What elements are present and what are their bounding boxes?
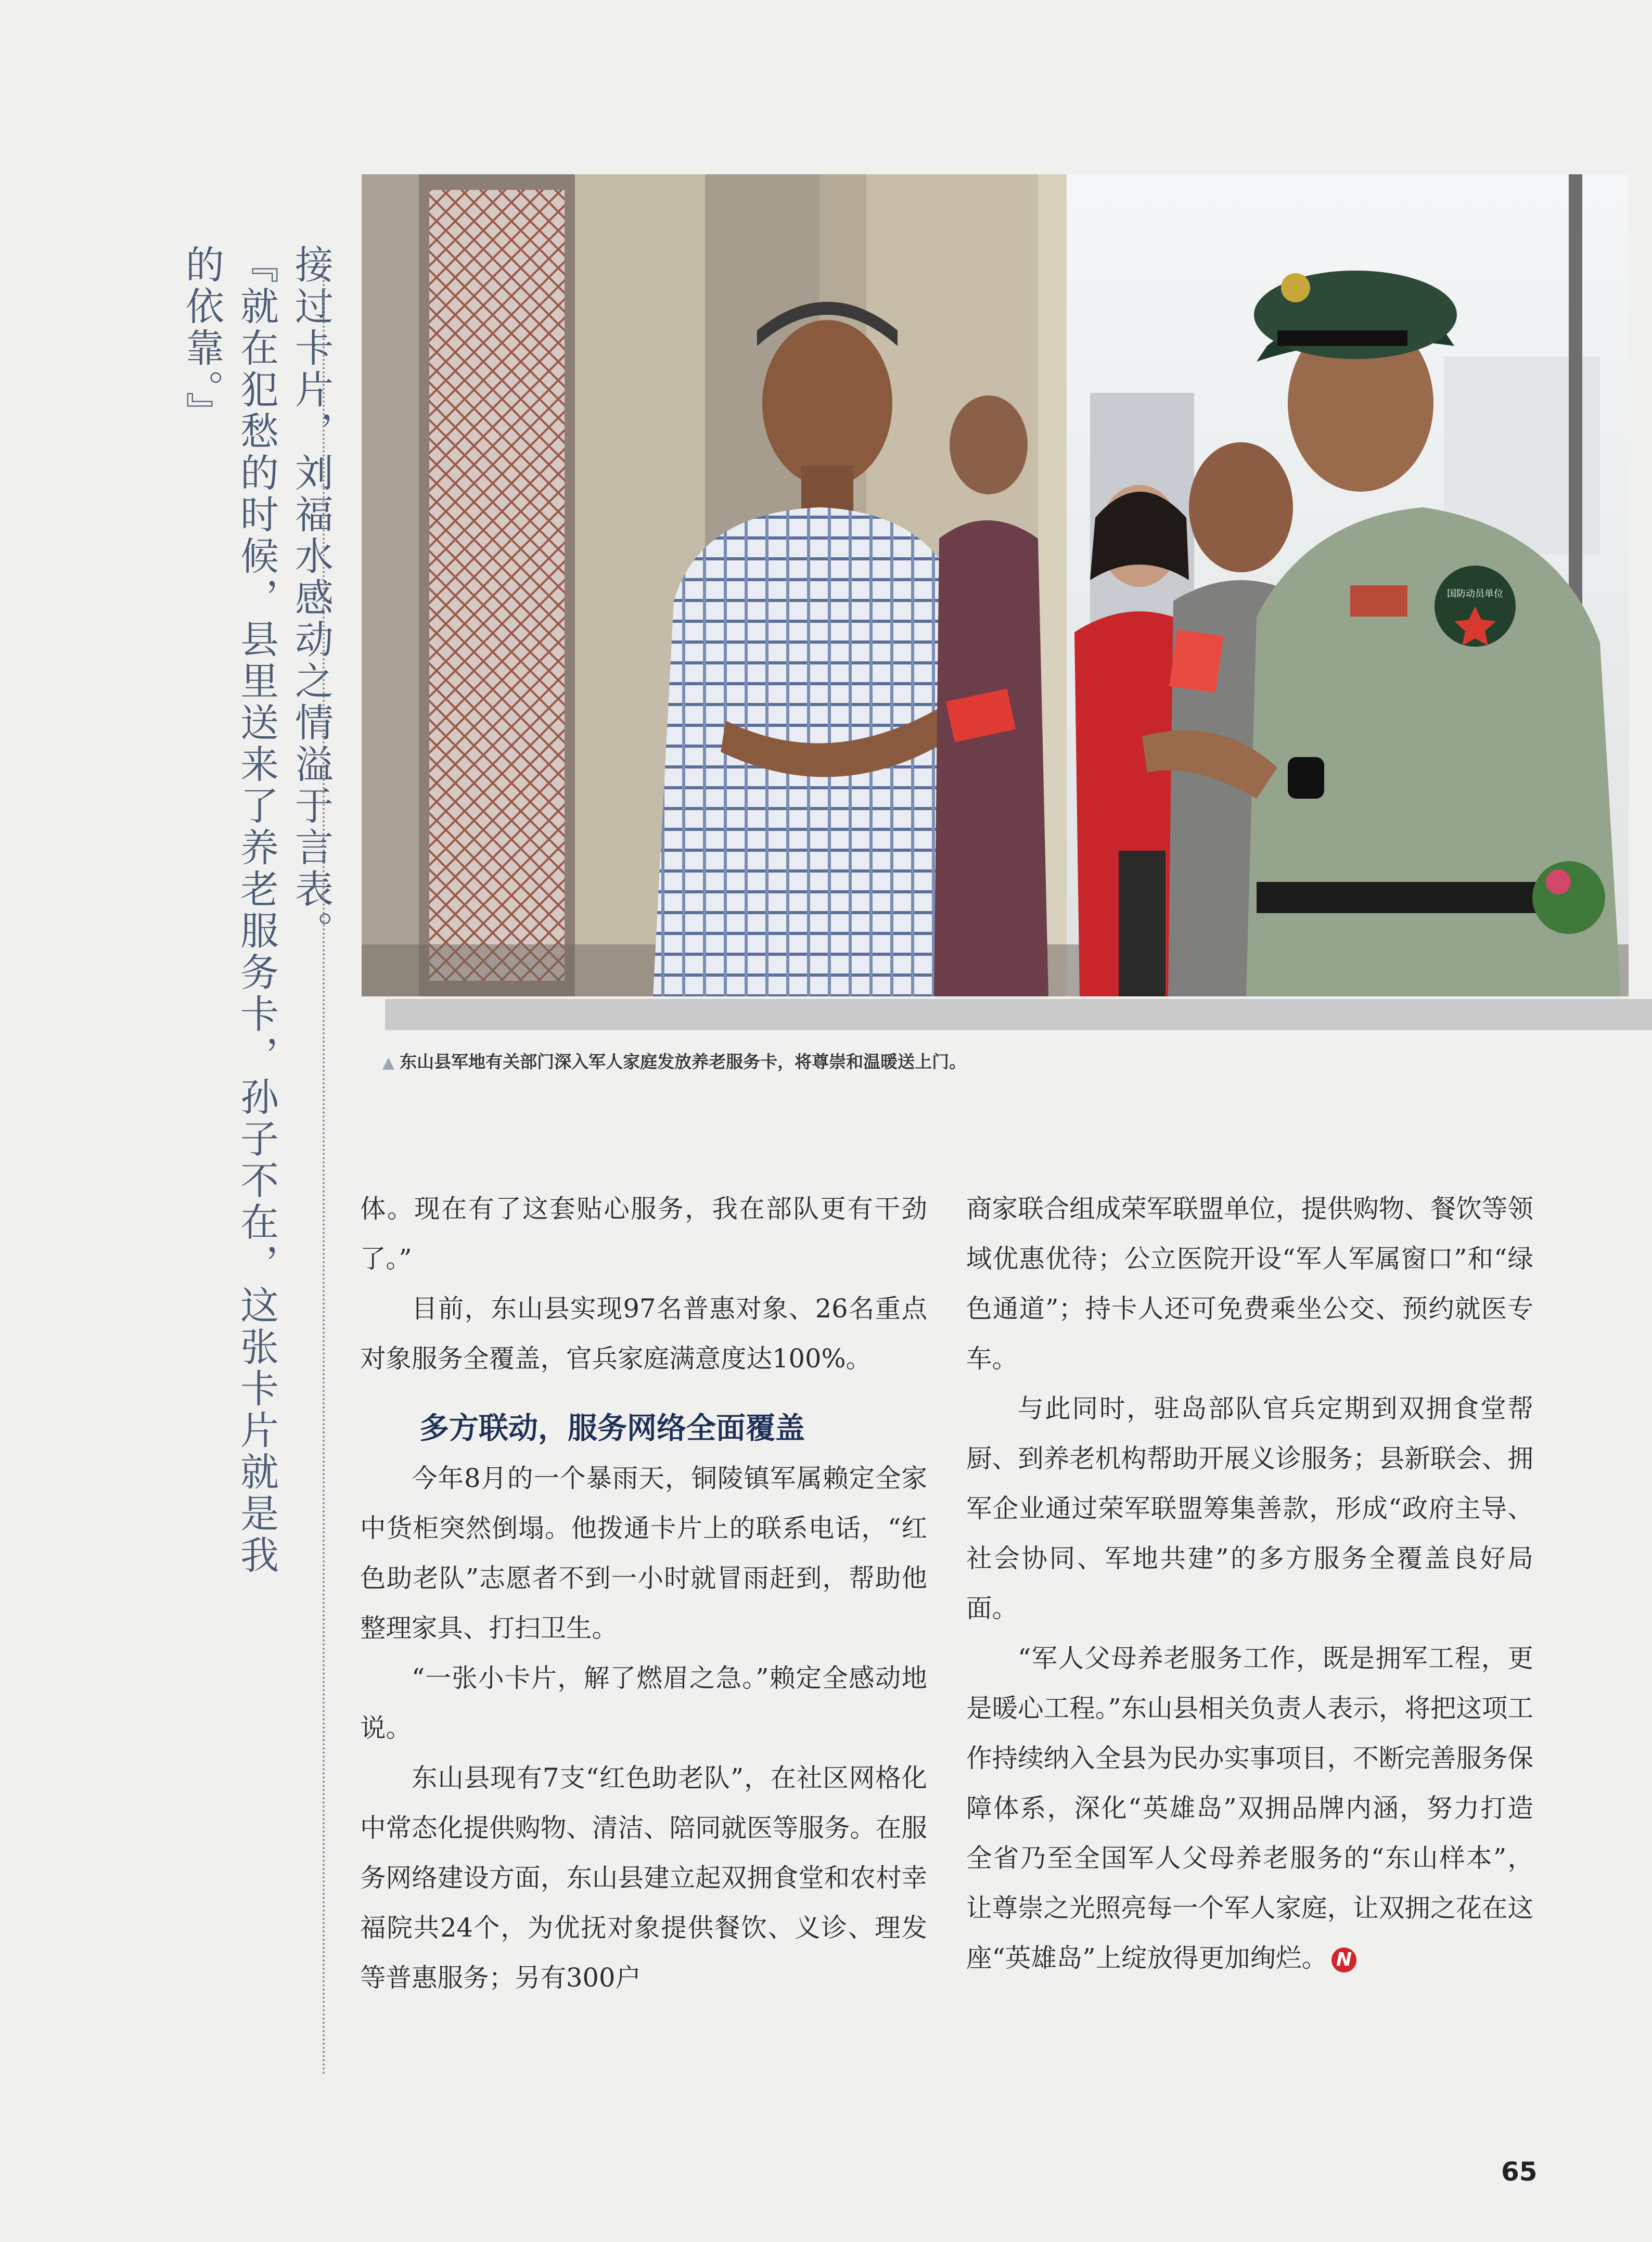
section-heading: 多方联动，服务网络全面覆盖 (419, 1411, 805, 1445)
soldier-badge-text: 国防动员单位 (1447, 588, 1503, 599)
photo-caption (382, 1048, 966, 1073)
pull-quote-line-1: 接过卡片，刘福水感动之情溢于言表。 (289, 245, 334, 952)
pull-quote-line-2: 『就在犯愁的时候，县里送来了养老服务卡，孙子不在，这张卡片就是我的依靠。』 (180, 245, 279, 1577)
paragraph: 今年8月的一个暴雨天，铜陵镇军属赖定全家中货柜突然倒塌。他拨通卡片上的联系电话，“红色助老队”志愿者不到一小时就冒雨赶到，帮助他整理家具、打扫卫生。 (360, 1463, 927, 1643)
article-column-right (966, 1184, 1533, 1983)
paragraph: 与此同时，驻岛部队官兵定期到双拥食堂帮厨、到养老机构帮助开展义诊服务；县新联会、拥军企业通过荣军联盟筹集善款，形成“政府主导、社会协同、军地共建”的多方服务全覆盖良好局面。 (966, 1393, 1533, 1623)
photo-illustration (362, 174, 1629, 996)
page-number: 65 (1501, 2157, 1538, 2187)
paragraph: 目前，东山县实现97名普惠对象、26名重点对象服务全覆盖，官兵家庭满意度达100%。 (360, 1293, 927, 1374)
paragraph: 东山县现有7支“红色助老队”，在社区网格化中常态化提供购物、清洁、陪同就医等服务。在服务网络建设方面，东山县建立起双拥食堂和农村幸福院共24个，为优抚对象提供餐饮、义诊、理发等普惠服务；另有300户 (360, 1763, 927, 1993)
paragraph (966, 1633, 1533, 1983)
photo-shadow (385, 999, 1652, 1030)
end-of-article-icon: N (1331, 1948, 1356, 1972)
photo-caption-text: 东山县军地有关部门深入军人家庭发放养老服务卡，将尊崇和温暖送上门。 (400, 1052, 967, 1072)
caption-marker-icon: ▲ (382, 1054, 395, 1072)
paragraph: 体。现在有了这套贴心服务，我在部队更有干劲了。” (360, 1194, 927, 1274)
article-photo (362, 174, 1629, 996)
dotted-divider (323, 255, 325, 2076)
paragraph: “一张小卡片，解了燃眉之急。”赖定全感动地说。 (360, 1663, 927, 1743)
paragraph-text: “军人父母养老服务工作，既是拥军工程，更是暖心工程。”东山县相关负责人表示，将把这项工作持续纳入全县为民办实事项目，不断完善服务保障体系，深化“英雄岛”双拥品牌内涵，努力打造全省乃至全国军人父母养老服务的“东山样本”，让尊崇之光照亮每一个军人家庭，让双拥之花在这座“英雄岛”上绽放得更加绚烂。 (966, 1643, 1533, 1973)
pull-quote (174, 245, 338, 1608)
paragraph: 商家联合组成荣军联盟单位，提供购物、餐饮等领域优惠优待；公立医院开设“军人军属窗口”和“绿色通道”；持卡人还可免费乘坐公交、预约就医专车。 (966, 1194, 1533, 1374)
article-column-left (360, 1184, 927, 2003)
